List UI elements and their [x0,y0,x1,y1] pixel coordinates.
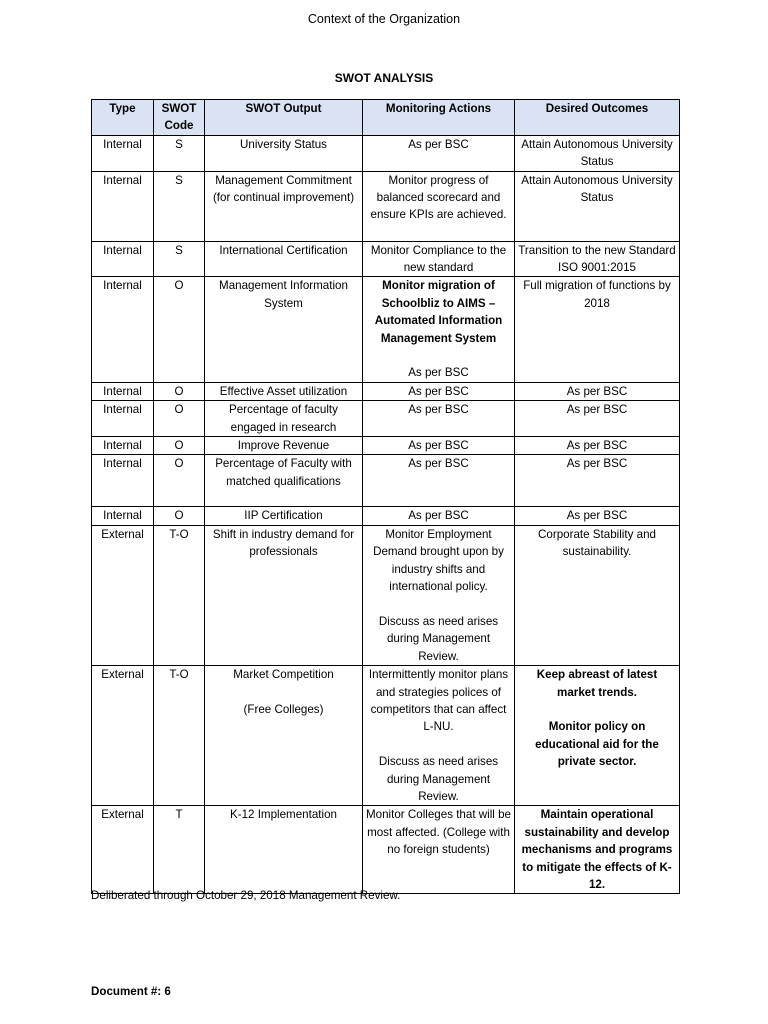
column-header-desired-outcomes: Desired Outcomes [515,100,680,136]
cell-text: As per BSC [408,366,469,380]
cell-text: As per BSC [408,457,469,471]
cell-text: Discuss as need arises during Management Review. [378,614,499,663]
cell-text: (Free Colleges) [243,702,324,716]
cell-text: Management Commitment (for continual improvement) [212,173,355,205]
cell-type: External [92,666,154,806]
page-header-title: Context of the Organization [307,12,461,26]
cell-desired-outcomes [515,666,680,806]
cell-text: Monitor Colleges that will be most affected. (College with no foreign students) [366,808,511,857]
cell-type: Internal [92,171,154,241]
cell-text: As per BSC [408,137,469,151]
cell-monitoring-actions [363,241,515,277]
cell-text: Improve Revenue [237,439,330,453]
cell-text: Maintain operational sustainability and develop mechanisms and programs to mitigate the effects of K-12. [521,808,673,891]
cell-desired-outcomes [515,382,680,400]
cell-text: Transition to the new Standard ISO 9001:2015 [518,243,676,275]
cell-desired-outcomes [515,455,680,507]
cell-swot-output [205,241,363,277]
cell-text: Market Competition [233,668,334,682]
cell-swot-code: T-O [154,666,205,806]
cell-text: Percentage of Faculty with matched qualifications [215,457,352,488]
cell-text: As per BSC [408,509,469,523]
cell-text: Full migration of functions by 2018 [523,279,671,310]
cell-swot-output [205,277,363,382]
cell-desired-outcomes [515,437,680,455]
cell-swot-output [205,455,363,507]
column-header-monitoring-actions: Monitoring Actions [363,100,515,136]
cell-text: Monitor progress of balanced scorecard and ensure KPIs are achieved. [370,173,507,222]
cell-swot-code: S [154,241,205,277]
cell-text: Attain Autonomous University Status [521,173,673,205]
cell-text: Keep abreast of latest market trends. [536,668,658,699]
cell-text: Shift in industry demand for professionals [212,527,355,559]
cell-text: K-12 Implementation [230,808,337,822]
column-header-swot-output: SWOT Output [205,100,363,136]
cell-monitoring-actions [363,401,515,437]
cell-swot-code: O [154,382,205,400]
cell-text: Monitor policy on educational aid for the private sector. [535,720,659,769]
column-header-type: Type [92,100,154,136]
cell-desired-outcomes [515,171,680,241]
swot-table [91,99,680,894]
cell-text: Attain Autonomous University Status [521,137,673,169]
cell-swot-output [205,437,363,455]
table-body [92,135,680,894]
deliberation-note: Deliberated through October 29, 2018 Management Review. [91,889,401,902]
cell-desired-outcomes [515,806,680,894]
cell-type: External [92,806,154,894]
cell-text: As per BSC [408,439,469,453]
table-row [92,455,680,507]
cell-type: Internal [92,277,154,382]
cell-type: Internal [92,455,154,507]
cell-swot-code: O [154,437,205,455]
table-row [92,437,680,455]
table-row [92,241,680,277]
cell-text: As per BSC [408,403,469,417]
cell-desired-outcomes [515,135,680,171]
cell-desired-outcomes [515,401,680,437]
cell-swot-output [205,171,363,241]
cell-desired-outcomes [515,241,680,277]
cell-text: IIP Certification [244,509,323,523]
cell-swot-output [205,525,363,665]
cell-text: University Status [240,137,327,151]
cell-monitoring-actions [363,382,515,400]
cell-text: As per BSC [566,509,628,523]
cell-swot-output [205,401,363,437]
table-row [92,666,680,806]
table-row [92,277,680,382]
cell-text: Monitor Compliance to the new standard [370,243,507,275]
cell-monitoring-actions [363,277,515,382]
cell-text: Effective Asset utilization [219,384,348,398]
cell-swot-output [205,806,363,894]
section-title: SWOT ANALYSIS [334,71,434,85]
cell-text: Management Information System [219,279,348,310]
cell-type: Internal [92,382,154,400]
table-row [92,135,680,171]
cell-swot-output [205,382,363,400]
cell-text: As per BSC [566,384,628,398]
table-header-row [92,100,680,136]
cell-monitoring-actions [363,135,515,171]
cell-text: As per BSC [408,384,469,398]
cell-type: Internal [92,507,154,525]
cell-desired-outcomes [515,507,680,525]
table-row [92,382,680,400]
cell-type: Internal [92,135,154,171]
table-row [92,806,680,894]
cell-text: Corporate Stability and sustainability. [538,527,656,559]
cell-monitoring-actions [363,507,515,525]
cell-type: External [92,525,154,665]
cell-swot-code: T [154,806,205,894]
cell-desired-outcomes [515,525,680,665]
cell-text: Percentage of faculty engaged in research [229,403,338,434]
table-row [92,525,680,665]
cell-swot-code: O [154,401,205,437]
cell-swot-output [205,507,363,525]
table-row [92,401,680,437]
cell-text: Monitor migration of Schoolbliz to AIMS – Automated Information Management System [374,279,503,345]
cell-text: As per BSC [566,403,628,417]
cell-text: As per BSC [566,439,628,453]
cell-swot-code: S [154,135,205,171]
cell-monitoring-actions [363,171,515,241]
cell-text: International Certification [219,243,348,257]
table-row [92,507,680,525]
cell-swot-code: O [154,277,205,382]
cell-text: Intermittently monitor plans and strategies polices of competitors that can affect L-NU. [368,668,509,734]
cell-type: Internal [92,241,154,277]
cell-type: Internal [92,437,154,455]
cell-type: Internal [92,401,154,437]
cell-monitoring-actions [363,806,515,894]
cell-monitoring-actions [363,525,515,665]
cell-swot-code: O [154,455,205,507]
cell-text: Discuss as need arises during Management Review. [378,755,499,803]
cell-desired-outcomes [515,277,680,382]
cell-swot-code: T-O [154,525,205,665]
cell-monitoring-actions [363,455,515,507]
cell-swot-output [205,135,363,171]
cell-swot-code: O [154,507,205,525]
column-header-swot-code: SWOT Code [154,100,205,136]
cell-swot-code: S [154,171,205,241]
document-number: Document #: 6 [91,985,171,998]
cell-text: As per BSC [566,457,628,471]
table-row [92,171,680,241]
cell-monitoring-actions [363,437,515,455]
cell-monitoring-actions [363,666,515,806]
cell-swot-output [205,666,363,806]
cell-text: Monitor Employment Demand brought upon by industry shifts and international policy. [373,527,504,594]
